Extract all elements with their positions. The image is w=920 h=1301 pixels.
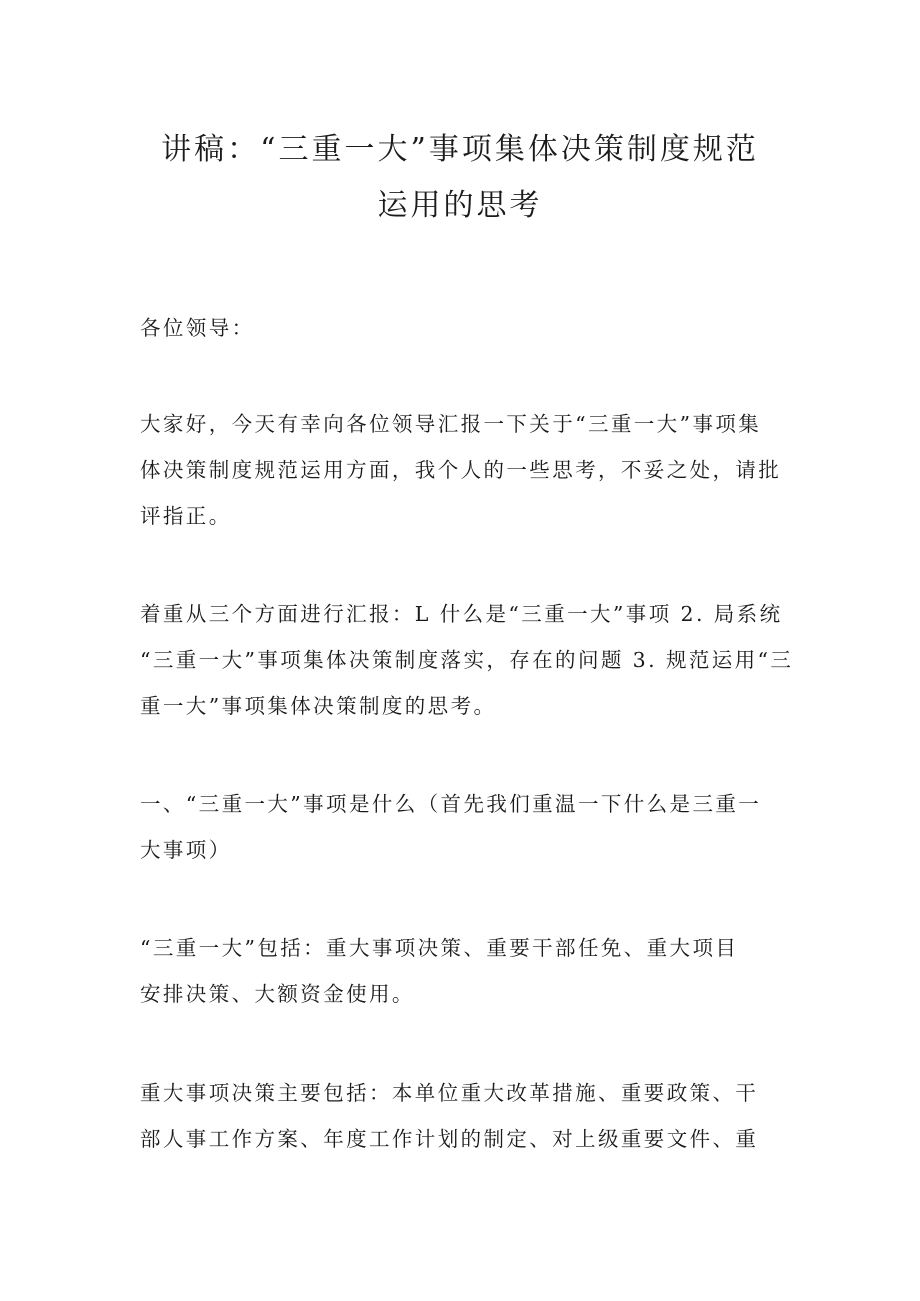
salutation-paragraph [140,305,790,351]
paragraph-line: 安排决策、大额资金使用。 [140,982,415,1006]
document-title-line-2: 运用的思考 [377,188,543,223]
document-title-line-1: 讲稿：“三重一大”事项集体决策制度规范 [161,132,759,167]
paragraph-line: 着重从三个方面进行汇报：L 什么是“三重一大”事项 2. 局系统 [140,602,783,626]
paragraph-line: 大事项） [140,838,232,862]
outline-paragraph [140,591,794,729]
paragraph-line: 一、“三重一大”事项是什么（首先我们重温一下什么是三重一 [140,792,762,816]
paragraph-line: 体决策制度规范运用方面，我个人的一些思考，不妥之处，请批 [140,458,782,482]
major-decisions-paragraph [140,1070,790,1162]
paragraph-line: “三重一大”事项集体决策制度落实，存在的问题 3. 规范运用“三 [140,648,794,672]
paragraph-line: “三重一大”包括：重大事项决策、重要干部任免、重大项目 [140,936,739,960]
paragraph-line: 大家好，今天有幸向各位领导汇报一下关于“三重一大”事项集 [140,412,762,436]
paragraph-line: 各位领导： [140,316,255,340]
definition-paragraph [140,925,790,1017]
section-heading-1 [140,781,790,873]
paragraph-line: 部人事工作方案、年度工作计划的制定、对上级重要文件、重 [140,1127,759,1151]
paragraph-line: 重一大”事项集体决策制度的思考。 [140,694,497,718]
paragraph-line: 评指正。 [140,504,232,528]
greeting-paragraph [140,401,790,539]
paragraph-line: 重大事项决策主要包括：本单位重大改革措施、重要政策、干 [140,1081,759,1105]
